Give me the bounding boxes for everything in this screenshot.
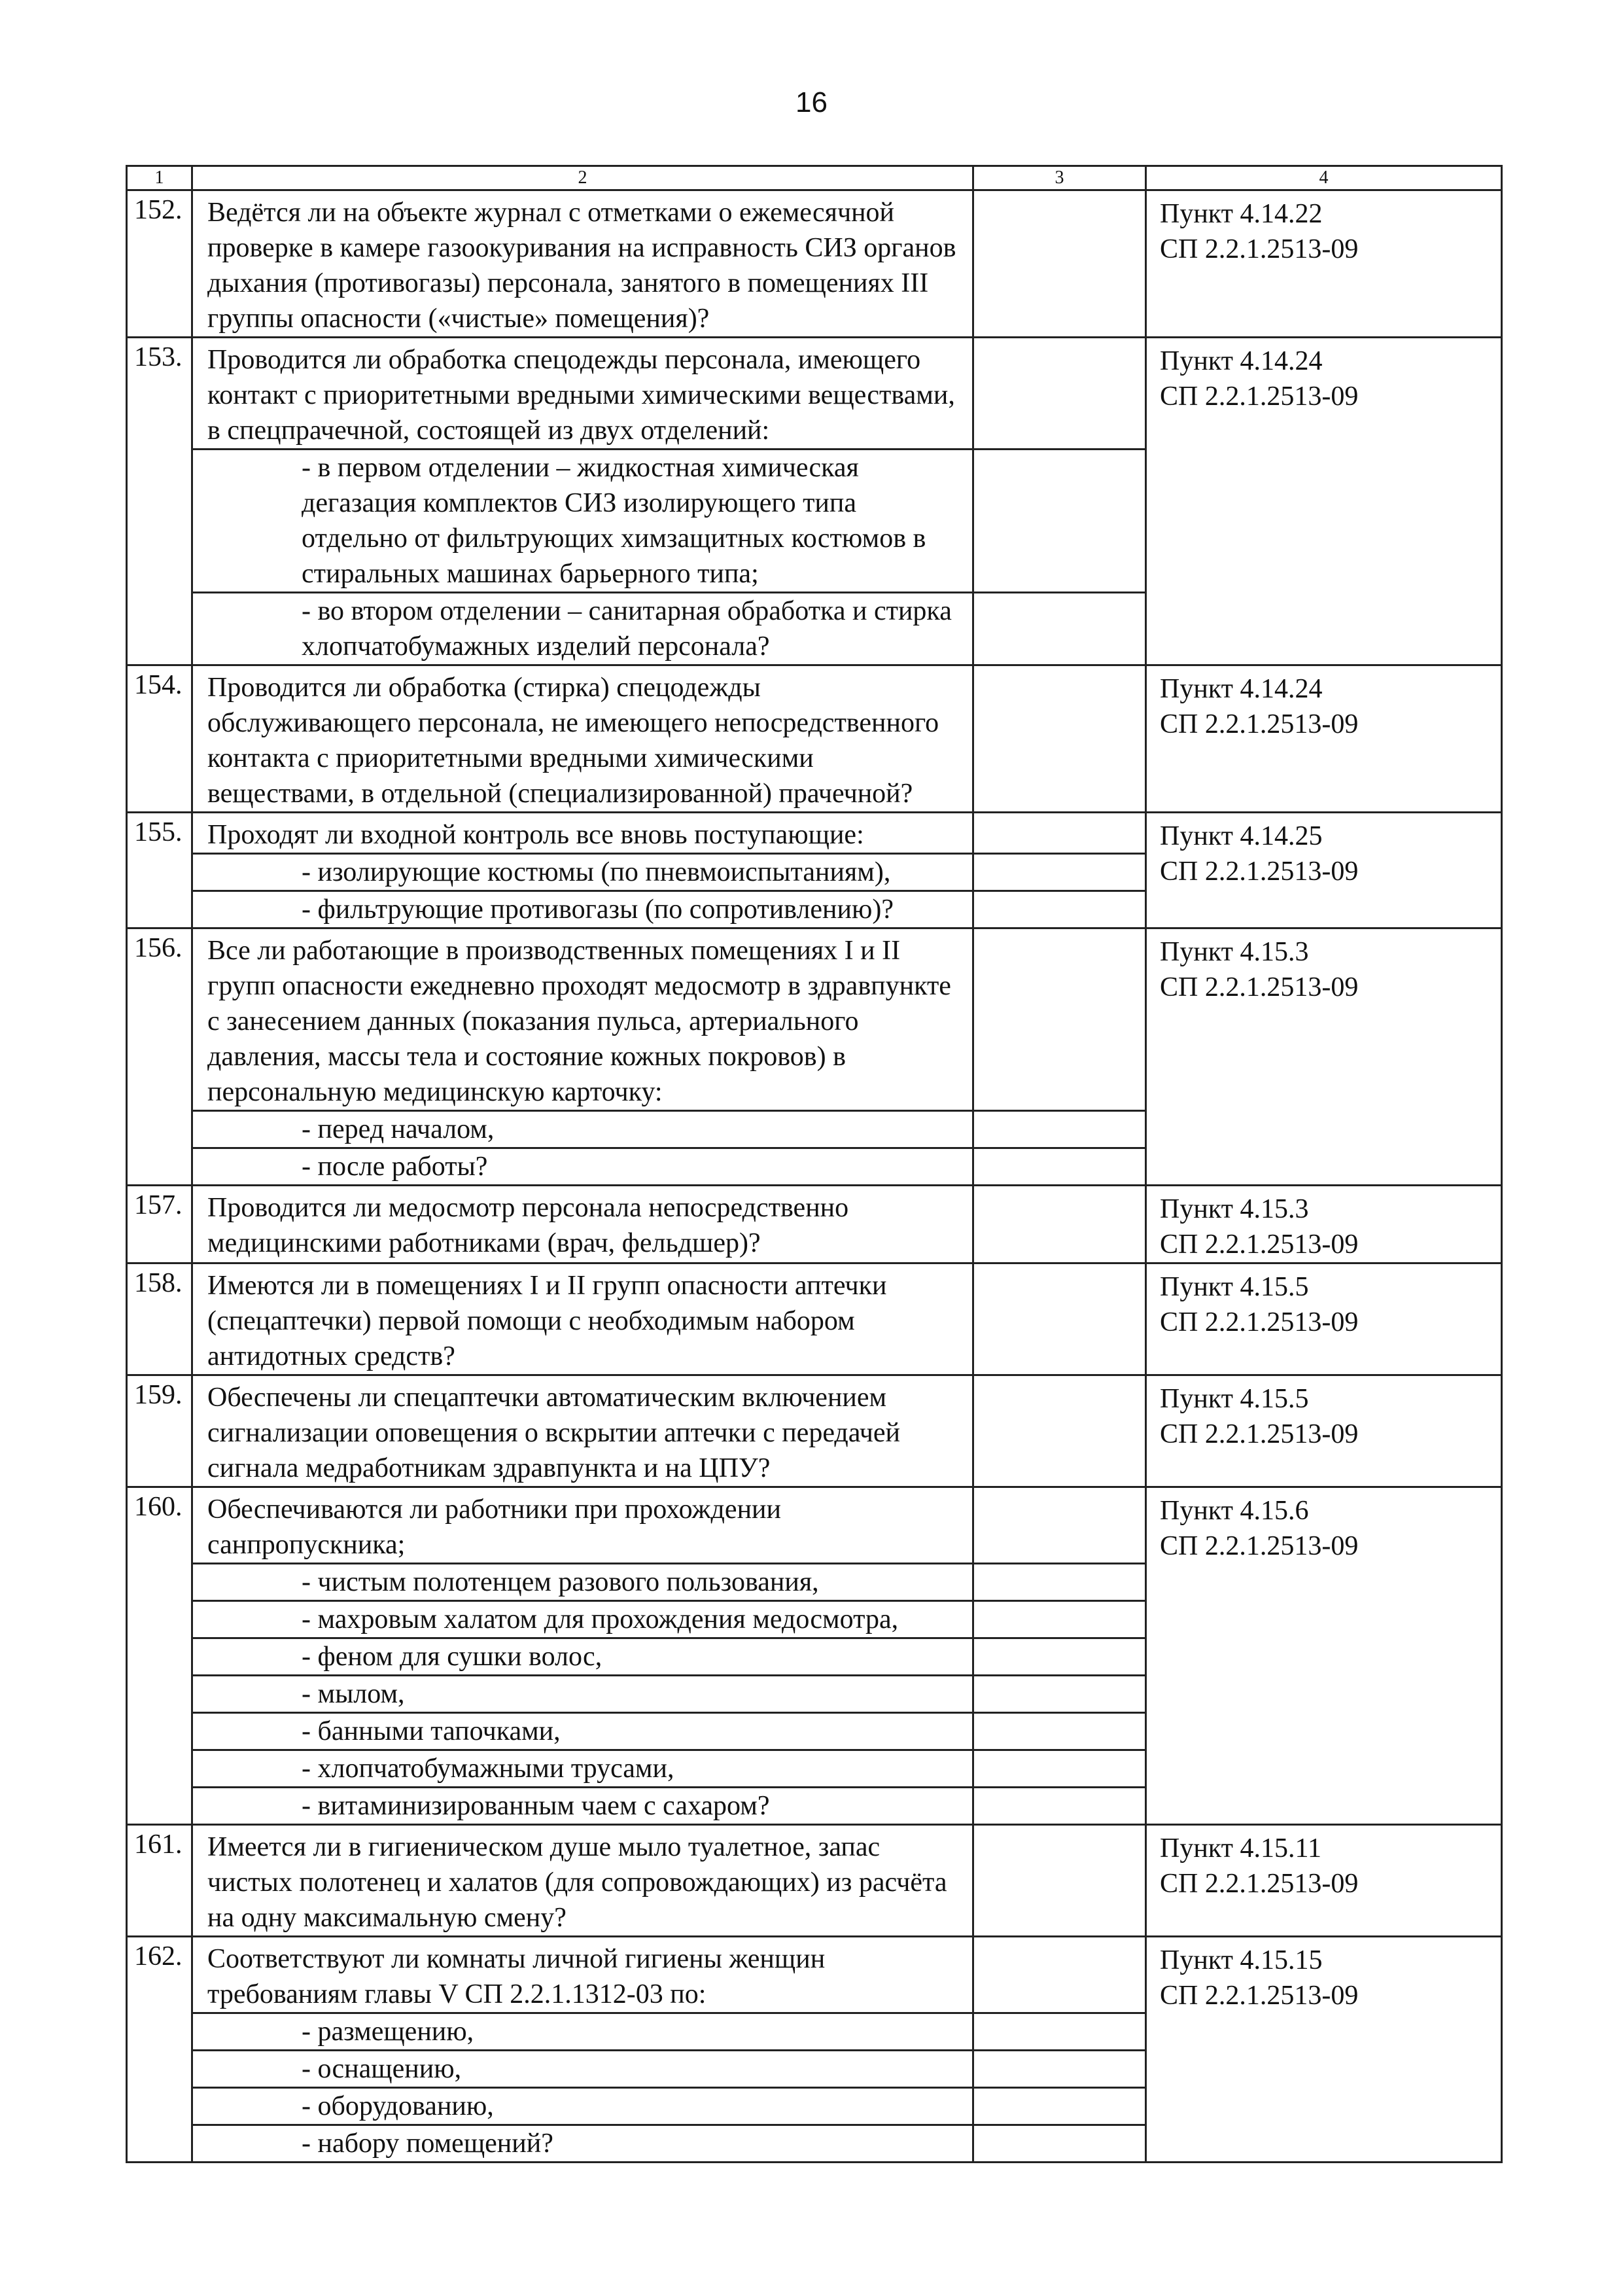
item-number: 158. xyxy=(127,1263,192,1375)
question-text: Соответствуют ли комнаты личной гигиены женщин требованиям главы V СП 2.2.1.1312-03 по: xyxy=(192,1937,973,2013)
item-number: 153. xyxy=(127,338,192,665)
reference-cell xyxy=(1146,1375,1502,1487)
reference-line: СП 2.2.1.2513-09 xyxy=(1160,234,1359,264)
check-cell xyxy=(973,1937,1146,2013)
table-row xyxy=(127,1186,1502,1263)
header-cell-3: 3 xyxy=(973,166,1146,190)
table-row xyxy=(127,1825,1502,1937)
check-cell xyxy=(973,338,1146,450)
sub-item-text: - банными тапочками, xyxy=(192,1713,973,1750)
check-cell xyxy=(973,1564,1146,1601)
item-number: 155. xyxy=(127,813,192,928)
question-text: Обеспечиваются ли работники при прохождении санпропускника; xyxy=(192,1487,973,1564)
reference-cell xyxy=(1146,1825,1502,1937)
reference-line: СП 2.2.1.2513-09 xyxy=(1160,1531,1359,1561)
check-cell xyxy=(973,665,1146,813)
table-row xyxy=(127,813,1502,854)
item-number: 159. xyxy=(127,1375,192,1487)
item-number: 154. xyxy=(127,665,192,813)
sub-item-text: - фильтрующие противогазы (по сопротивлению)? xyxy=(192,891,973,928)
reference-line: Пункт 4.14.22 xyxy=(1160,199,1323,229)
question-text: Проходят ли входной контроль все вновь поступающие: xyxy=(192,813,973,854)
reference-line: СП 2.2.1.2513-09 xyxy=(1160,1869,1359,1899)
table-row xyxy=(127,1487,1502,1564)
sub-item-text: - оборудованию, xyxy=(192,2088,973,2125)
item-number: 161. xyxy=(127,1825,192,1937)
table-row xyxy=(127,928,1502,1111)
check-cell xyxy=(973,2125,1146,2163)
sub-item-text: - витаминизированным чаем с сахаром? xyxy=(192,1788,973,1825)
sub-item-text: - хлопчатобумажными трусами, xyxy=(192,1750,973,1788)
sub-item-text: - во втором отделении – санитарная обработка и стирка хлопчатобумажных изделий персонала? xyxy=(192,593,973,665)
sub-item-text: - в первом отделении – жидкостная химическая дегазация комплектов СИЗ изолирующего типа отдельно от фильтрующих химзащитных костюмов в стиральных машинах барьерного типа; xyxy=(192,450,973,593)
reference-line: СП 2.2.1.2513-09 xyxy=(1160,857,1359,887)
reference-cell xyxy=(1146,928,1502,1186)
sub-item-text: - перед началом, xyxy=(192,1111,973,1148)
table-row xyxy=(127,665,1502,813)
check-cell xyxy=(973,1487,1146,1564)
reference-cell xyxy=(1146,813,1502,928)
reference-line: Пункт 4.15.5 xyxy=(1160,1272,1309,1302)
check-cell xyxy=(973,1676,1146,1713)
question-text: Все ли работающие в производственных помещениях I и II групп опасности ежедневно проходят медосмотр в здравпункте с занесением данных (показания пульса, артериального давления, массы тела и состояние кожных покровов) в персональную медицинскую карточку: xyxy=(192,928,973,1111)
question-text: Имеется ли в гигиеническом душе мыло туалетное, запас чистых полотенец и халатов (для сопровождающих) из расчёта на одну максимальную смену? xyxy=(192,1825,973,1937)
item-number: 157. xyxy=(127,1186,192,1263)
reference-line: СП 2.2.1.2513-09 xyxy=(1160,1229,1359,1260)
question-text: Ведётся ли на объекте журнал с отметками о ежемесячной проверке в камере газоокуривания на исправность СИЗ органов дыхания (противогазы) персонала, занятого в помещениях III группы опасности («чистые» помещения)? xyxy=(192,190,973,338)
question-text: Обеспечены ли спецаптечки автоматическим включением сигнализации оповещения о вскрытии аптечки с передачей сигнала медработникам здравпункта и на ЦПУ? xyxy=(192,1375,973,1487)
table-header-row xyxy=(127,166,1502,190)
sub-item-text: - после работы? xyxy=(192,1148,973,1186)
sub-item-text: - оснащению, xyxy=(192,2051,973,2088)
check-cell xyxy=(973,2051,1146,2088)
check-cell xyxy=(973,1713,1146,1750)
reference-line: СП 2.2.1.2513-09 xyxy=(1160,1419,1359,1449)
sub-item-text: - чистым полотенцем разового пользования, xyxy=(192,1564,973,1601)
check-cell xyxy=(973,190,1146,338)
header-cell-1: 1 xyxy=(127,166,192,190)
check-cell xyxy=(973,1750,1146,1788)
check-cell xyxy=(973,813,1146,854)
header-cell-2: 2 xyxy=(192,166,973,190)
reference-line: СП 2.2.1.2513-09 xyxy=(1160,972,1359,1002)
table-row xyxy=(127,1937,1502,2013)
sub-item-text: - феном для сушки волос, xyxy=(192,1638,973,1676)
checklist-table xyxy=(126,165,1503,2163)
sub-item-text: - размещению, xyxy=(192,2013,973,2051)
table-row xyxy=(127,1263,1502,1375)
check-cell xyxy=(973,1788,1146,1825)
check-cell xyxy=(973,1186,1146,1263)
reference-cell xyxy=(1146,1937,1502,2163)
check-cell xyxy=(973,1375,1146,1487)
reference-cell xyxy=(1146,1263,1502,1375)
check-cell xyxy=(973,928,1146,1111)
check-cell xyxy=(973,2013,1146,2051)
table-row xyxy=(127,338,1502,450)
page-number: 16 xyxy=(795,86,828,118)
sub-item-text: - изолирующие костюмы (по пневмоиспытаниям), xyxy=(192,854,973,891)
reference-line: Пункт 4.14.24 xyxy=(1160,674,1323,704)
check-cell xyxy=(973,1825,1146,1937)
reference-line: Пункт 4.14.24 xyxy=(1160,346,1323,376)
reference-line: Пункт 4.15.3 xyxy=(1160,1194,1309,1224)
reference-line: СП 2.2.1.2513-09 xyxy=(1160,1307,1359,1337)
check-cell xyxy=(973,1638,1146,1676)
reference-line: СП 2.2.1.2513-09 xyxy=(1160,709,1359,739)
reference-line: Пункт 4.15.6 xyxy=(1160,1496,1309,1526)
reference-line: Пункт 4.14.25 xyxy=(1160,821,1323,851)
reference-line: Пункт 4.15.15 xyxy=(1160,1945,1323,1975)
reference-cell xyxy=(1146,1487,1502,1825)
question-text: Имеются ли в помещениях I и II групп опасности аптечки (спецаптечки) первой помощи с необходимым набором антидотных средств? xyxy=(192,1263,973,1375)
reference-line: Пункт 4.15.3 xyxy=(1160,937,1309,967)
question-text: Проводится ли обработка спецодежды персонала, имеющего контакт с приоритетными вредными химическими веществами, в спецпрачечной, состоящей из двух отделений: xyxy=(192,338,973,450)
reference-line: СП 2.2.1.2513-09 xyxy=(1160,1981,1359,2011)
reference-line: Пункт 4.15.11 xyxy=(1160,1833,1321,1863)
reference-line: СП 2.2.1.2513-09 xyxy=(1160,381,1359,412)
question-text: Проводится ли обработка (стирка) спецодежды обслуживающего персонала, не имеющего непосредственного контакта с приоритетными вредными химическими веществами, в отдельной (специализированной) прачечной? xyxy=(192,665,973,813)
check-cell xyxy=(973,593,1146,665)
sub-item-text: - махровым халатом для прохождения медосмотра, xyxy=(192,1601,973,1638)
check-cell xyxy=(973,1263,1146,1375)
item-number: 156. xyxy=(127,928,192,1186)
reference-line: Пункт 4.15.5 xyxy=(1160,1384,1309,1414)
check-cell xyxy=(973,1111,1146,1148)
table-row xyxy=(127,190,1502,338)
check-cell xyxy=(973,854,1146,891)
reference-cell xyxy=(1146,665,1502,813)
reference-cell xyxy=(1146,338,1502,665)
check-cell xyxy=(973,1148,1146,1186)
item-number: 160. xyxy=(127,1487,192,1825)
item-number: 152. xyxy=(127,190,192,338)
item-number: 162. xyxy=(127,1937,192,2163)
reference-cell xyxy=(1146,1186,1502,1263)
check-cell xyxy=(973,1601,1146,1638)
check-cell xyxy=(973,450,1146,593)
sub-item-text: - набору помещений? xyxy=(192,2125,973,2163)
table-row xyxy=(127,1375,1502,1487)
sub-item-text: - мылом, xyxy=(192,1676,973,1713)
header-cell-4: 4 xyxy=(1146,166,1502,190)
check-cell xyxy=(973,891,1146,928)
question-text: Проводится ли медосмотр персонала непосредственно медицинскими работниками (врач, фельдшер)? xyxy=(192,1186,973,1263)
reference-cell xyxy=(1146,190,1502,338)
check-cell xyxy=(973,2088,1146,2125)
